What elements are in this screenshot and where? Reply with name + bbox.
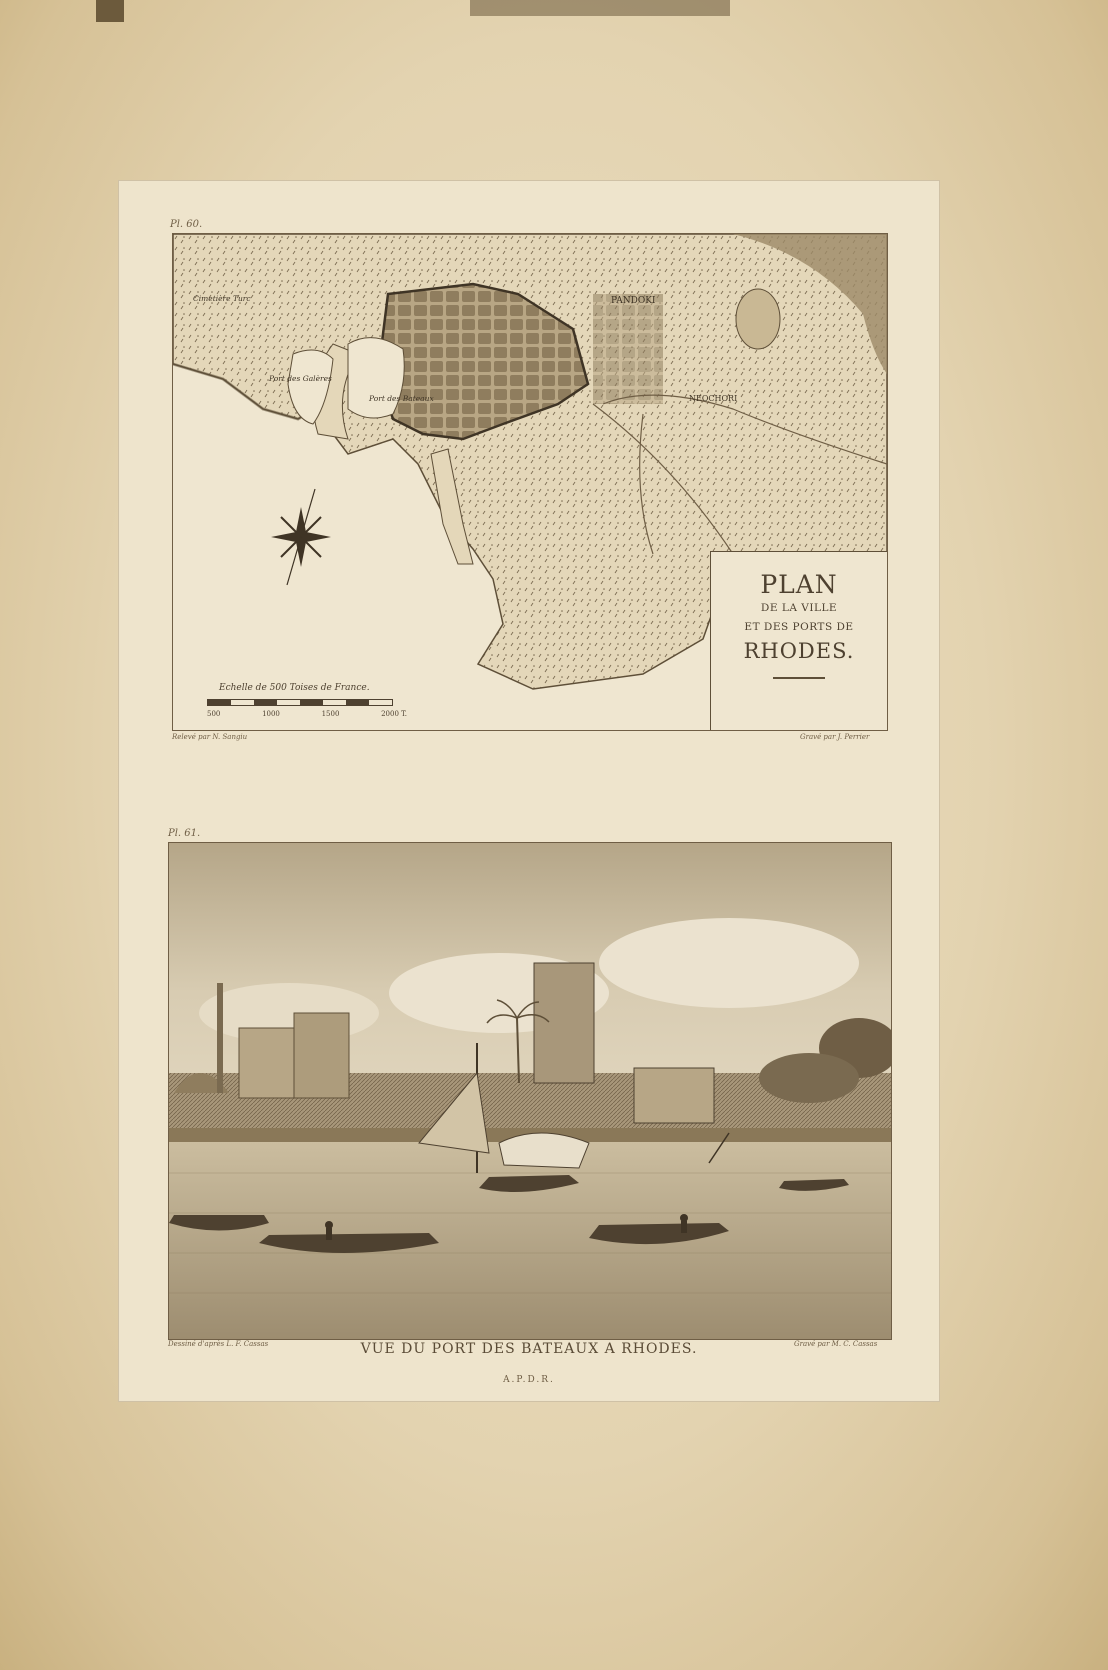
label-cemetery: Cimetière Turc xyxy=(193,294,251,303)
label-neochori: NEOCHORI xyxy=(689,394,738,403)
map-of-rhodes xyxy=(172,233,888,731)
scale-label: Echelle de 500 Toises de France. xyxy=(219,683,370,693)
scale-tick: 2000 T. xyxy=(381,710,407,718)
view-plate-number: Pl. 61. xyxy=(168,828,201,839)
torn-edge xyxy=(96,0,124,22)
label-port-bateaux: Port des Bateaux xyxy=(369,394,434,403)
scale-ticks xyxy=(207,710,407,718)
cartouche-line: DE LA VILLE xyxy=(760,602,838,614)
title-cartouche xyxy=(710,551,887,730)
scale-tick: 1000 xyxy=(262,710,280,718)
scale-tick: 500 xyxy=(207,710,221,718)
view-subcaption: A.P.D.R. xyxy=(503,1375,555,1385)
cartouche-title: PLAN xyxy=(760,570,838,599)
torn-edge xyxy=(470,0,730,16)
scale-bar xyxy=(207,699,393,706)
label-port-galeres: Port des Galères xyxy=(269,374,332,383)
harbour-view-engraving xyxy=(168,842,892,1340)
cartouche-rhodes: RHODES. xyxy=(743,639,855,663)
harbour-illustration xyxy=(169,843,891,1339)
scale-tick: 1500 xyxy=(321,710,340,718)
view-caption: VUE DU PORT DES BATEAUX A RHODES. xyxy=(360,1341,698,1357)
map-plate-number: Pl. 60. xyxy=(170,219,203,230)
map-credit-left: Relevé par N. Sangiu xyxy=(172,733,248,741)
view-credit-right: Gravé par M. C. Cassas xyxy=(794,1340,878,1348)
view-credit-left: Dessiné d'après L. F. Cassas xyxy=(168,1340,269,1348)
map-credit-right: Gravé par J. Perrier xyxy=(800,733,870,741)
cartouche-rule xyxy=(773,677,825,679)
cartouche-line: ET DES PORTS DE xyxy=(744,621,854,633)
label-pandoki: PANDOKI xyxy=(611,296,656,306)
